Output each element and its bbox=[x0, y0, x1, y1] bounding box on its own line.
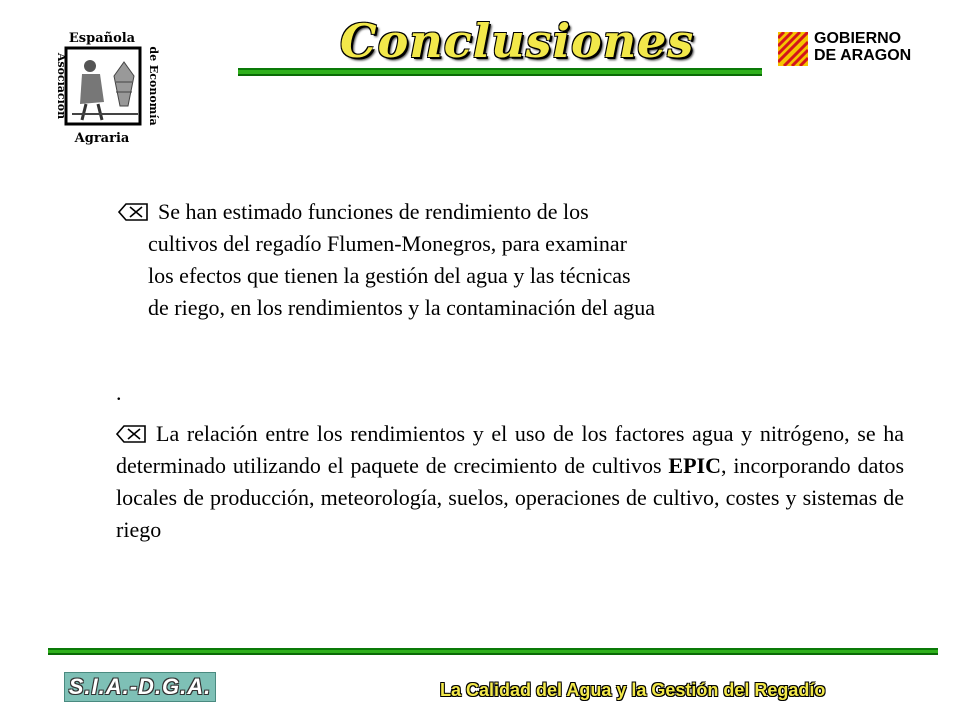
footer-title: La Calidad del Agua y la Gestión del Regadío bbox=[440, 680, 826, 700]
boxed-x-bullet-icon bbox=[118, 203, 148, 221]
aragon-flag-icon bbox=[778, 32, 808, 66]
title-underline bbox=[238, 68, 762, 76]
bullet1-line2: cultivos del regadío Flumen-Monegros, para examinar bbox=[148, 231, 627, 256]
conclusion-bullet-2 bbox=[116, 418, 904, 546]
gov-line2: DE ARAGON bbox=[814, 47, 912, 64]
seal-text-left: Asociación bbox=[55, 52, 68, 120]
conclusion-bullet-1 bbox=[118, 196, 884, 324]
gobierno-aragon-text bbox=[814, 30, 911, 64]
bullet1-line4: de riego, en los rendimientos y la contaminación del agua bbox=[148, 295, 656, 320]
footer-rule bbox=[48, 648, 938, 655]
gov-line1: GOBIERNO bbox=[814, 30, 902, 47]
bullet1-line1: Se han estimado funciones de rendimiento de los bbox=[158, 199, 589, 224]
association-seal-icon bbox=[52, 22, 162, 152]
seal-text-top: Española bbox=[68, 31, 136, 46]
boxed-x-bullet-icon bbox=[116, 425, 146, 443]
bullet2-text: La relación entre los rendimientos y el uso de los factores agua y nitrógeno, se ha determinado utilizando el paquete de crecimiento de cultivos bbox=[116, 421, 904, 478]
bullet2-text-end: , incorporando datos locales de producción, meteorología, suelos, operaciones de cultivo, costes y sistemas de riego bbox=[116, 453, 905, 542]
seal-text-bottom: Agraria bbox=[74, 131, 130, 146]
gobierno-aragon-logo bbox=[778, 30, 938, 70]
page-title: Conclusiones bbox=[340, 14, 695, 68]
seal-text-right: de Economía bbox=[147, 46, 160, 126]
epic-term: EPIC bbox=[668, 453, 721, 478]
footer-badge: S.I.A.-D.G.A. bbox=[64, 672, 216, 702]
bullet1-line3: los efectos que tienen la gestión del agua y las técnicas bbox=[148, 263, 631, 288]
separator-dot: . bbox=[116, 380, 122, 405]
